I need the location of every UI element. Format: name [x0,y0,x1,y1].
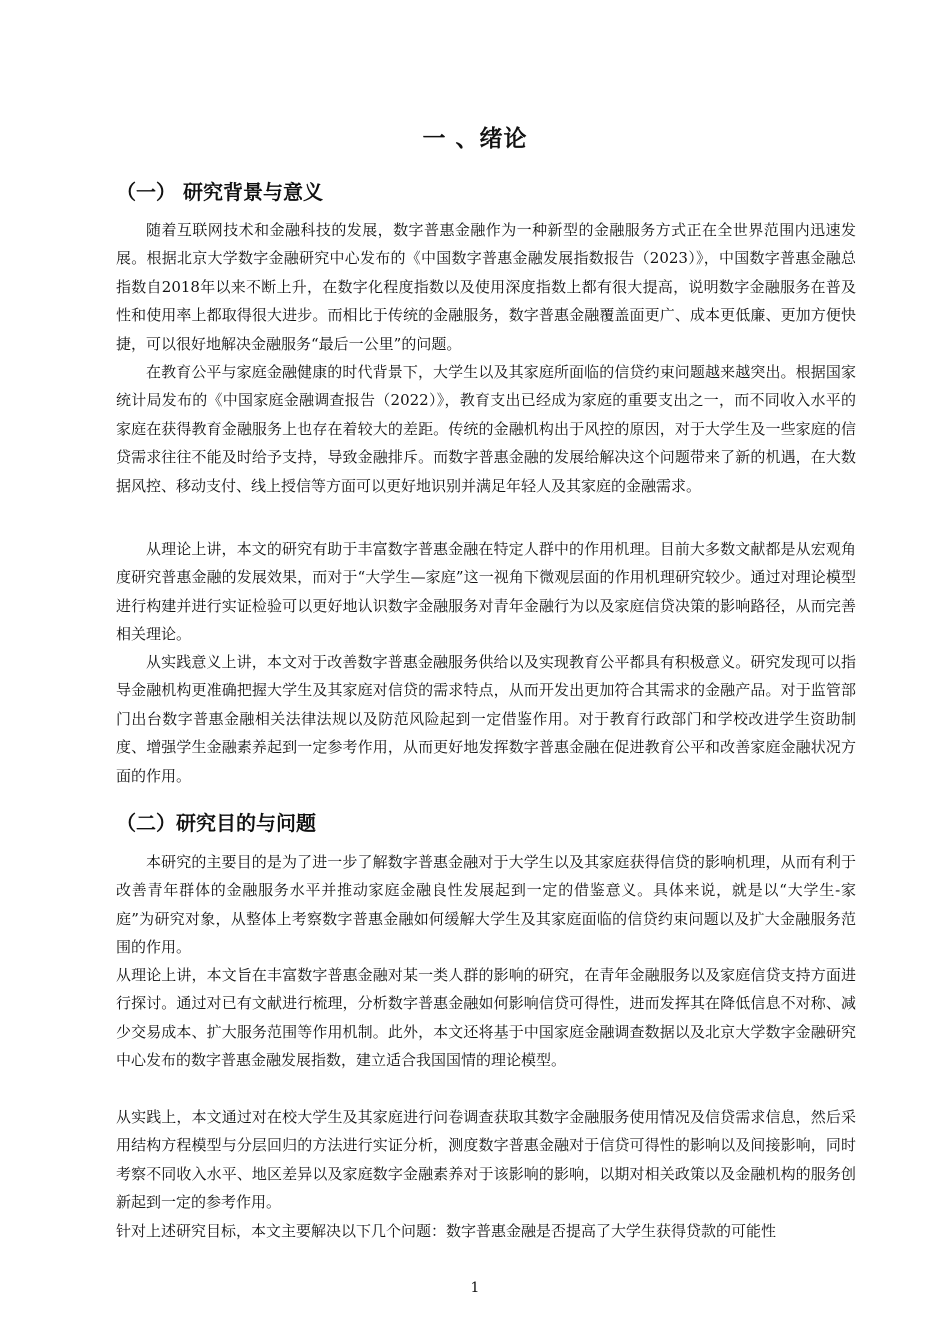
section-heading-background: （一） 研究背景与意义 [116,180,323,204]
chapter-title: 一 、绪论 [422,126,528,152]
paragraph-background-1: 随着互联网技术和金融科技的发展，数字普惠金融作为一种新型的金融服务方式正在全世界范围内迅速发展。根据北京大学数字金融研究中心发布的《中国数字普惠金融发展指数报告（2023）》，中国数字普惠金融总指数自2018年以来不断上升，在数字化程度指数以及使用深度指数上都有很大提高，说明数字金融服务在普及性和使用率上都取得很大进步。而相比于传统的金融服务，数字普惠金融覆盖面更广、成本更低廉、更加方便快捷，可以很好地解决金融服务“最后一公里”的问题。 [116,221,856,353]
paragraph-background-2: 在教育公平与家庭金融健康的时代背景下，大学生以及其家庭所面临的信贷约束问题越来越突出。根据国家统计局发布的《中国家庭金融调查报告（2022）》，教育支出已经成为家庭的重要支出之一，而不同收入水平的家庭在获得教育金融服务上也存在着较大的差距。传统的金融机构出于风控的原因，对于大学生及一些家庭的信贷需求往往不能及时给予支持，导致金融排斥。而数字普惠金融的发展给解决这个问题带来了新的机遇，在大数据风控、移动支付、线上授信等方面可以更好地识别并满足年轻人及其家庭的金融需求。 [116,363,856,495]
paragraph-objectives-3: 从实践上，本文通过对在校大学生及其家庭进行问卷调查获取其数字金融服务使用情况及信贷需求信息，然后采用结构方程模型与分层回归的方法进行实证分析，测度数字普惠金融对于信贷可得性的影响以及间接影响，同时考察不同收入水平、地区差异以及家庭数字金融素养对于该影响的影响，以期对相关政策以及金融机构的服务创新起到一定的参考作用。 [116,1108,856,1212]
paragraph-objectives-2: 从理论上讲，本文旨在丰富数字普惠金融对某一类人群的影响的研究，在青年金融服务以及家庭信贷支持方面进行探讨。通过对已有文献进行梳理，分析数字普惠金融如何影响信贷可得性，进而发挥其在降低信息不对称、减少交易成本、扩大服务范围等作用机制。此外，本文还将基于中国家庭金融调查数据以及北京大学数字金融研究中心发布的数字普惠金融发展指数，建立适合我国国情的理论模型。 [116,966,856,1070]
paragraph-objectives-4: 针对上述研究目标，本文主要解决以下几个问题：数字普惠金融是否提高了大学生获得贷款的可能性 [116,1222,777,1240]
paragraph-background-4: 从实践意义上讲，本文对于改善数字普惠金融服务供给以及实现教育公平都具有积极意义。研究发现可以指导金融机构更准确把握大学生及其家庭对信贷的需求特点，从而开发出更加符合其需求的金融产品。对于监管部门出台数字普惠金融相关法律法规以及防范风险起到一定借鉴作用。对于教育行政部门和学校改进学生资助制度、增强学生金融素养起到一定参考作用，从而更好地发挥数字普惠金融在促进教育公平和改善家庭金融状况方面的作用。 [116,653,856,785]
paragraph-background-3: 从理论上讲，本文的研究有助于丰富数字普惠金融在特定人群中的作用机理。目前大多数文献都是从宏观角度研究普惠金融的发展效果，而对于“大学生—家庭”这一视角下微观层面的作用机理研究较少。通过对理论模型进行构建并进行实证检验可以更好地认识数字金融服务对青年金融行为以及家庭信贷决策的影响路径，从而完善相关理论。 [116,540,856,644]
section-heading-objectives: （二）研究目的与问题 [116,811,316,835]
page-number: 1 [470,1280,480,1296]
paragraph-objectives-1: 本研究的主要目的是为了进一步了解数字普惠金融对于大学生以及其家庭获得信贷的影响机理，从而有利于改善青年群体的金融服务水平并推动家庭金融良性发展起到一定的借鉴意义。具体来说，就是以“大学生-家庭”为研究对象，从整体上考察数字普惠金融如何缓解大学生及其家庭面临的信贷约束问题以及扩大金融服务范围的作用。 [116,853,856,957]
